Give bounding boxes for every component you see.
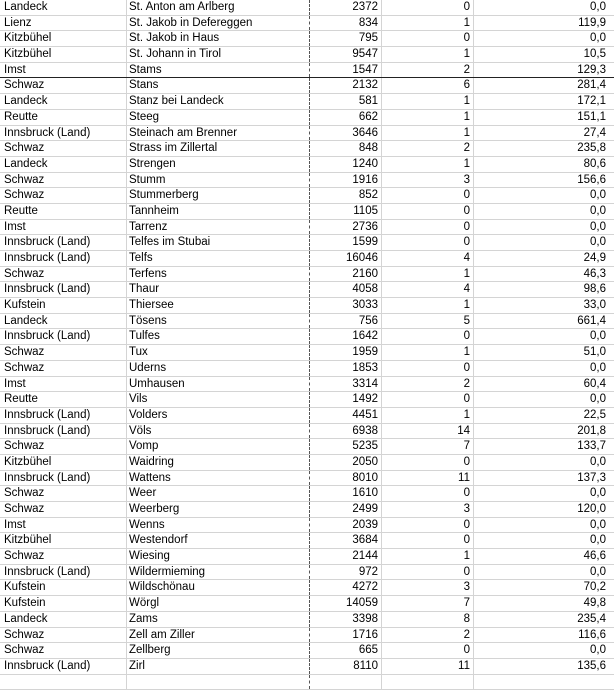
district-cell[interactable]: Schwaz bbox=[0, 643, 127, 658]
incidence-cell[interactable]: 0,0 bbox=[590, 393, 606, 406]
municipality-cell[interactable]: Weer bbox=[127, 486, 310, 501]
table-row bbox=[0, 439, 614, 455]
population-cell[interactable]: 5235 bbox=[310, 439, 382, 454]
municipality-cell[interactable]: Tarrenz bbox=[127, 220, 310, 235]
municipality-cell[interactable]: Völs bbox=[127, 424, 310, 439]
cases-cell[interactable] bbox=[382, 675, 474, 690]
cases-cell[interactable]: 1 bbox=[382, 549, 474, 564]
cases-cell[interactable]: 2 bbox=[382, 141, 474, 156]
incidence-cell[interactable]: 281,4 bbox=[577, 79, 606, 92]
cases-cell[interactable]: 0 bbox=[382, 392, 474, 407]
table-row bbox=[0, 282, 614, 298]
incidence-cell[interactable]: 201,8 bbox=[577, 424, 606, 437]
district-cell[interactable]: Kitzbühel bbox=[0, 455, 127, 470]
table-row bbox=[0, 643, 614, 659]
municipality-cell[interactable]: Umhausen bbox=[127, 377, 310, 392]
municipality-cell[interactable]: Steinach am Brenner bbox=[127, 126, 310, 141]
cases-cell[interactable]: 1 bbox=[382, 16, 474, 31]
cases-cell[interactable]: 1 bbox=[382, 126, 474, 141]
district-cell[interactable]: Innsbruck (Land) bbox=[0, 408, 127, 423]
cases-cell[interactable]: 0 bbox=[382, 565, 474, 580]
district-cell[interactable]: Innsbruck (Land) bbox=[0, 659, 127, 674]
district-cell[interactable]: Schwaz bbox=[0, 267, 127, 282]
population-cell[interactable]: 3646 bbox=[310, 126, 382, 141]
municipality-cell[interactable]: Weerberg bbox=[127, 502, 310, 517]
population-cell[interactable]: 6938 bbox=[310, 424, 382, 439]
population-cell[interactable]: 2144 bbox=[310, 549, 382, 564]
district-cell[interactable]: Reutte bbox=[0, 110, 127, 125]
municipality-cell[interactable]: Vomp bbox=[127, 439, 310, 454]
population-cell[interactable]: 1492 bbox=[310, 392, 382, 407]
district-cell[interactable]: Reutte bbox=[0, 392, 127, 407]
incidence-cell[interactable]: 661,4 bbox=[577, 314, 606, 327]
municipality-cell[interactable]: St. Jakob in Haus bbox=[127, 31, 310, 46]
population-cell[interactable]: 2499 bbox=[310, 502, 382, 517]
cases-cell[interactable]: 2 bbox=[382, 628, 474, 643]
incidence-cell[interactable]: 33,0 bbox=[583, 299, 606, 312]
incidence-cell[interactable]: 0,0 bbox=[590, 455, 606, 468]
district-cell[interactable]: Schwaz bbox=[0, 549, 127, 564]
cases-cell[interactable]: 0 bbox=[382, 533, 474, 548]
municipality-cell[interactable]: Uderns bbox=[127, 361, 310, 376]
district-cell[interactable]: Innsbruck (Land) bbox=[0, 424, 127, 439]
incidence-cell[interactable]: 0,0 bbox=[590, 32, 606, 45]
population-cell[interactable]: 8110 bbox=[310, 659, 382, 674]
table-row bbox=[0, 267, 614, 283]
incidence-cell[interactable]: 0,0 bbox=[590, 236, 606, 249]
municipality-cell[interactable]: Strengen bbox=[127, 157, 310, 172]
district-cell[interactable]: Kufstein bbox=[0, 580, 127, 595]
cases-cell[interactable]: 0 bbox=[382, 455, 474, 470]
table-row bbox=[0, 63, 614, 79]
district-cell[interactable]: Imst bbox=[0, 220, 127, 235]
municipality-cell[interactable]: Zams bbox=[127, 612, 310, 627]
municipality-cell[interactable]: Wildschönau bbox=[127, 580, 310, 595]
population-cell[interactable]: 1105 bbox=[310, 204, 382, 219]
incidence-cell[interactable]: 46,6 bbox=[583, 550, 606, 563]
table-row bbox=[0, 78, 614, 94]
cases-cell[interactable]: 0 bbox=[382, 329, 474, 344]
municipality-cell[interactable]: Stumm bbox=[127, 173, 310, 188]
population-cell[interactable]: 2372 bbox=[310, 0, 382, 15]
municipality-cell[interactable]: Telfes im Stubai bbox=[127, 235, 310, 250]
district-cell[interactable]: Schwaz bbox=[0, 628, 127, 643]
table-row bbox=[0, 220, 614, 236]
table-row bbox=[0, 628, 614, 644]
cases-cell[interactable]: 0 bbox=[382, 361, 474, 376]
incidence-cell[interactable] bbox=[474, 675, 614, 690]
district-cell[interactable]: Landeck bbox=[0, 94, 127, 109]
cases-cell[interactable]: 0 bbox=[382, 31, 474, 46]
district-cell[interactable]: Kitzbühel bbox=[0, 533, 127, 548]
municipality-cell[interactable]: Tux bbox=[127, 345, 310, 360]
district-cell[interactable]: Schwaz bbox=[0, 188, 127, 203]
population-cell[interactable]: 972 bbox=[310, 565, 382, 580]
district-cell[interactable]: Schwaz bbox=[0, 361, 127, 376]
incidence-cell[interactable]: 10,5 bbox=[583, 48, 606, 61]
district-cell[interactable]: Kitzbühel bbox=[0, 47, 127, 62]
municipality-cell[interactable]: Telfs bbox=[127, 251, 310, 266]
cases-cell[interactable]: 11 bbox=[382, 471, 474, 486]
cases-cell[interactable]: 4 bbox=[382, 251, 474, 266]
cases-cell[interactable]: 0 bbox=[382, 0, 474, 15]
table-row bbox=[0, 408, 614, 424]
district-cell[interactable]: Innsbruck (Land) bbox=[0, 329, 127, 344]
population-cell[interactable]: 2736 bbox=[310, 220, 382, 235]
district-cell[interactable]: Kitzbühel bbox=[0, 31, 127, 46]
table-row bbox=[0, 377, 614, 393]
population-cell[interactable]: 3684 bbox=[310, 533, 382, 548]
cases-cell[interactable]: 1 bbox=[382, 47, 474, 62]
district-cell[interactable]: Kufstein bbox=[0, 596, 127, 611]
municipality-cell[interactable]: Stummerberg bbox=[127, 188, 310, 203]
table-row bbox=[0, 329, 614, 345]
population-cell[interactable]: 848 bbox=[310, 141, 382, 156]
population-cell[interactable] bbox=[310, 675, 382, 690]
municipality-cell[interactable]: Zirl bbox=[127, 659, 310, 674]
municipality-cell[interactable]: Wenns bbox=[127, 518, 310, 533]
district-cell[interactable]: Landeck bbox=[0, 157, 127, 172]
incidence-cell[interactable]: 151,1 bbox=[577, 110, 606, 123]
table-row bbox=[0, 533, 614, 549]
incidence-cell[interactable]: 51,0 bbox=[583, 346, 606, 359]
population-cell[interactable]: 1547 bbox=[310, 63, 382, 78]
municipality-cell[interactable]: Tulfes bbox=[127, 329, 310, 344]
table-row bbox=[0, 204, 614, 220]
district-cell[interactable]: Landeck bbox=[0, 0, 127, 15]
district-cell[interactable]: Landeck bbox=[0, 314, 127, 329]
incidence-cell[interactable]: 60,4 bbox=[583, 377, 606, 390]
population-cell[interactable]: 4451 bbox=[310, 408, 382, 423]
municipality-cell[interactable]: Westendorf bbox=[127, 533, 310, 548]
incidence-cell[interactable]: 27,4 bbox=[583, 126, 606, 139]
population-cell[interactable]: 795 bbox=[310, 31, 382, 46]
cases-cell[interactable]: 2 bbox=[382, 63, 474, 78]
district-cell[interactable]: Innsbruck (Land) bbox=[0, 126, 127, 141]
municipality-cell[interactable]: Thaur bbox=[127, 282, 310, 297]
table-row bbox=[0, 471, 614, 487]
cases-cell[interactable]: 1 bbox=[382, 267, 474, 282]
cases-cell[interactable]: 0 bbox=[382, 486, 474, 501]
population-cell[interactable]: 8010 bbox=[310, 471, 382, 486]
cases-cell[interactable]: 0 bbox=[382, 188, 474, 203]
cases-cell[interactable]: 1 bbox=[382, 110, 474, 125]
district-cell[interactable]: Imst bbox=[0, 518, 127, 533]
population-cell[interactable]: 1240 bbox=[310, 157, 382, 172]
population-cell[interactable]: 1610 bbox=[310, 486, 382, 501]
incidence-cell[interactable]: 0,0 bbox=[590, 330, 606, 343]
district-cell[interactable]: Imst bbox=[0, 377, 127, 392]
incidence-cell[interactable]: 22,5 bbox=[583, 408, 606, 421]
district-cell[interactable]: Landeck bbox=[0, 612, 127, 627]
table-row bbox=[0, 580, 614, 596]
table-row bbox=[0, 235, 614, 251]
municipality-cell[interactable]: St. Jakob in Defereggen bbox=[127, 16, 310, 31]
population-cell[interactable]: 2160 bbox=[310, 267, 382, 282]
cases-cell[interactable]: 11 bbox=[382, 659, 474, 674]
table-row bbox=[0, 361, 614, 377]
district-cell[interactable]: Innsbruck (Land) bbox=[0, 282, 127, 297]
table-row bbox=[0, 141, 614, 157]
district-cell[interactable]: Schwaz bbox=[0, 78, 127, 93]
cases-cell[interactable]: 1 bbox=[382, 408, 474, 423]
population-cell[interactable]: 665 bbox=[310, 643, 382, 658]
incidence-cell[interactable]: 120,0 bbox=[577, 503, 606, 515]
municipality-cell[interactable]: Volders bbox=[127, 408, 310, 423]
table-row bbox=[0, 612, 614, 628]
district-cell[interactable] bbox=[0, 675, 127, 690]
incidence-cell[interactable]: 49,8 bbox=[583, 597, 606, 610]
municipality-cell[interactable]: St. Anton am Arlberg bbox=[127, 0, 310, 15]
population-cell[interactable]: 852 bbox=[310, 188, 382, 203]
municipality-cell[interactable]: St. Johann in Tirol bbox=[127, 47, 310, 62]
population-cell[interactable]: 581 bbox=[310, 94, 382, 109]
incidence-cell[interactable]: 119,9 bbox=[578, 16, 606, 29]
incidence-cell[interactable]: 172,1 bbox=[577, 95, 606, 108]
population-cell[interactable]: 1959 bbox=[310, 345, 382, 360]
table-row bbox=[0, 126, 614, 142]
table-row bbox=[0, 518, 614, 534]
incidence-cell[interactable]: 156,6 bbox=[577, 173, 606, 186]
population-cell[interactable]: 4058 bbox=[310, 282, 382, 297]
table-row bbox=[0, 659, 614, 675]
municipality-cell[interactable]: Waidring bbox=[127, 455, 310, 470]
population-cell[interactable]: 16046 bbox=[310, 251, 382, 266]
incidence-cell[interactable]: 0,0 bbox=[590, 361, 606, 374]
incidence-cell[interactable]: 0,0 bbox=[590, 534, 606, 547]
incidence-cell[interactable]: 235,4 bbox=[577, 612, 606, 625]
municipality-cell[interactable]: Strass im Zillertal bbox=[127, 141, 310, 156]
table-row bbox=[0, 455, 614, 471]
cases-cell[interactable]: 5 bbox=[382, 314, 474, 329]
table-row bbox=[0, 345, 614, 361]
population-cell[interactable]: 1599 bbox=[310, 235, 382, 250]
population-cell[interactable]: 9547 bbox=[310, 47, 382, 62]
table-row bbox=[0, 188, 614, 204]
incidence-cell[interactable]: 235,8 bbox=[577, 142, 606, 155]
incidence-cell[interactable]: 0,0 bbox=[590, 189, 606, 202]
district-cell[interactable]: Innsbruck (Land) bbox=[0, 471, 127, 486]
cases-cell[interactable]: 3 bbox=[382, 173, 474, 188]
district-cell[interactable]: Kufstein bbox=[0, 298, 127, 313]
population-cell[interactable]: 756 bbox=[310, 314, 382, 329]
municipality-cell[interactable]: Stanz bei Landeck bbox=[127, 94, 310, 109]
municipality-cell[interactable]: Vils bbox=[127, 392, 310, 407]
district-cell[interactable]: Schwaz bbox=[0, 439, 127, 454]
table-row bbox=[0, 0, 614, 16]
population-cell[interactable]: 2050 bbox=[310, 455, 382, 470]
population-cell[interactable]: 1716 bbox=[310, 628, 382, 643]
table-row bbox=[0, 251, 614, 267]
municipality-cell[interactable]: Wiesing bbox=[127, 549, 310, 564]
table-row bbox=[0, 31, 614, 47]
incidence-cell[interactable]: 0,0 bbox=[590, 644, 606, 657]
cases-cell[interactable]: 0 bbox=[382, 204, 474, 219]
table-row bbox=[0, 596, 614, 612]
cases-cell[interactable]: 0 bbox=[382, 235, 474, 250]
table-row bbox=[0, 502, 614, 518]
population-cell[interactable]: 1853 bbox=[310, 361, 382, 376]
district-cell[interactable]: Innsbruck (Land) bbox=[0, 251, 127, 266]
population-cell[interactable]: 3398 bbox=[310, 612, 382, 627]
municipality-cell[interactable]: Tösens bbox=[127, 314, 310, 329]
municipality-cell[interactable]: Wattens bbox=[127, 471, 310, 486]
table-row bbox=[0, 173, 614, 189]
incidence-cell[interactable]: 0,0 bbox=[590, 487, 606, 500]
district-cell[interactable]: Schwaz bbox=[0, 141, 127, 156]
incidence-cell[interactable]: 46,3 bbox=[583, 267, 606, 280]
table-row bbox=[0, 565, 614, 581]
municipality-cell[interactable] bbox=[127, 675, 310, 690]
population-cell[interactable]: 834 bbox=[310, 16, 382, 31]
table-row bbox=[0, 110, 614, 126]
cases-cell[interactable]: 0 bbox=[382, 518, 474, 533]
table-row bbox=[0, 298, 614, 314]
table-row bbox=[0, 424, 614, 440]
table-row bbox=[0, 486, 614, 502]
municipality-cell[interactable]: Zellberg bbox=[127, 643, 310, 658]
incidence-cell[interactable]: 24,9 bbox=[583, 252, 606, 264]
table-row bbox=[0, 16, 614, 32]
table-row bbox=[0, 675, 614, 691]
district-cell[interactable]: Schwaz bbox=[0, 345, 127, 360]
municipality-cell[interactable]: Zell am Ziller bbox=[127, 628, 310, 643]
table-row bbox=[0, 392, 614, 408]
district-cell[interactable]: Lienz bbox=[0, 16, 127, 31]
cases-cell[interactable]: 0 bbox=[382, 643, 474, 658]
population-cell[interactable]: 3314 bbox=[310, 377, 382, 392]
incidence-cell[interactable]: 129,3 bbox=[577, 63, 606, 76]
cases-cell[interactable]: 6 bbox=[382, 78, 474, 93]
population-cell[interactable]: 1642 bbox=[310, 329, 382, 344]
cases-cell[interactable]: 0 bbox=[382, 220, 474, 235]
municipality-cell[interactable]: Wildermieming bbox=[127, 565, 310, 580]
district-cell[interactable]: Schwaz bbox=[0, 502, 127, 517]
municipality-cell[interactable]: Wörgl bbox=[127, 596, 310, 611]
municipality-cell[interactable]: Terfens bbox=[127, 267, 310, 282]
incidence-cell[interactable]: 135,6 bbox=[577, 659, 606, 672]
incidence-cell[interactable]: 98,6 bbox=[583, 283, 606, 296]
cases-cell[interactable]: 3 bbox=[382, 502, 474, 517]
incidence-cell[interactable]: 0,0 bbox=[590, 220, 606, 233]
table-row bbox=[0, 314, 614, 330]
district-cell[interactable]: Innsbruck (Land) bbox=[0, 565, 127, 580]
district-cell[interactable]: Reutte bbox=[0, 204, 127, 219]
cases-cell[interactable]: 14 bbox=[382, 424, 474, 439]
incidence-cell[interactable]: 0,0 bbox=[590, 204, 606, 217]
table-row bbox=[0, 549, 614, 565]
table-row bbox=[0, 157, 614, 173]
cases-cell[interactable]: 8 bbox=[382, 612, 474, 627]
incidence-cell[interactable]: 0,0 bbox=[590, 1, 606, 13]
district-cell[interactable]: Innsbruck (Land) bbox=[0, 235, 127, 250]
table-row bbox=[0, 47, 614, 63]
municipality-cell[interactable]: Thiersee bbox=[127, 298, 310, 313]
incidence-cell[interactable]: 133,7 bbox=[577, 440, 606, 453]
population-cell[interactable]: 14059 bbox=[310, 596, 382, 611]
population-cell[interactable]: 2039 bbox=[310, 518, 382, 533]
cases-cell[interactable]: 1 bbox=[382, 157, 474, 172]
population-cell[interactable]: 3033 bbox=[310, 298, 382, 313]
municipality-cell[interactable]: Tannheim bbox=[127, 204, 310, 219]
cases-cell[interactable]: 3 bbox=[382, 580, 474, 595]
table-row bbox=[0, 94, 614, 110]
cases-cell[interactable]: 1 bbox=[382, 298, 474, 313]
incidence-cell[interactable]: 116,6 bbox=[578, 628, 606, 641]
cases-cell[interactable]: 4 bbox=[382, 282, 474, 297]
cases-cell[interactable]: 7 bbox=[382, 596, 474, 611]
cases-cell[interactable]: 2 bbox=[382, 377, 474, 392]
population-cell[interactable]: 4272 bbox=[310, 580, 382, 595]
incidence-cell[interactable]: 0,0 bbox=[590, 518, 606, 531]
cases-cell[interactable]: 1 bbox=[382, 94, 474, 109]
population-cell[interactable]: 2132 bbox=[310, 78, 382, 93]
incidence-cell[interactable]: 137,3 bbox=[577, 471, 606, 484]
municipality-cell[interactable]: Steeg bbox=[127, 110, 310, 125]
district-cell[interactable]: Imst bbox=[0, 63, 127, 78]
cases-cell[interactable]: 1 bbox=[382, 345, 474, 360]
municipality-cell[interactable]: Stans bbox=[127, 78, 310, 93]
municipality-cell[interactable]: Stams bbox=[127, 63, 310, 78]
district-cell[interactable]: Schwaz bbox=[0, 486, 127, 501]
population-cell[interactable]: 1916 bbox=[310, 173, 382, 188]
incidence-cell[interactable]: 80,6 bbox=[583, 157, 606, 170]
population-cell[interactable]: 662 bbox=[310, 110, 382, 125]
district-cell[interactable]: Schwaz bbox=[0, 173, 127, 188]
incidence-cell[interactable]: 0,0 bbox=[590, 565, 606, 578]
incidence-cell[interactable]: 70,2 bbox=[583, 581, 606, 594]
cases-cell[interactable]: 7 bbox=[382, 439, 474, 454]
